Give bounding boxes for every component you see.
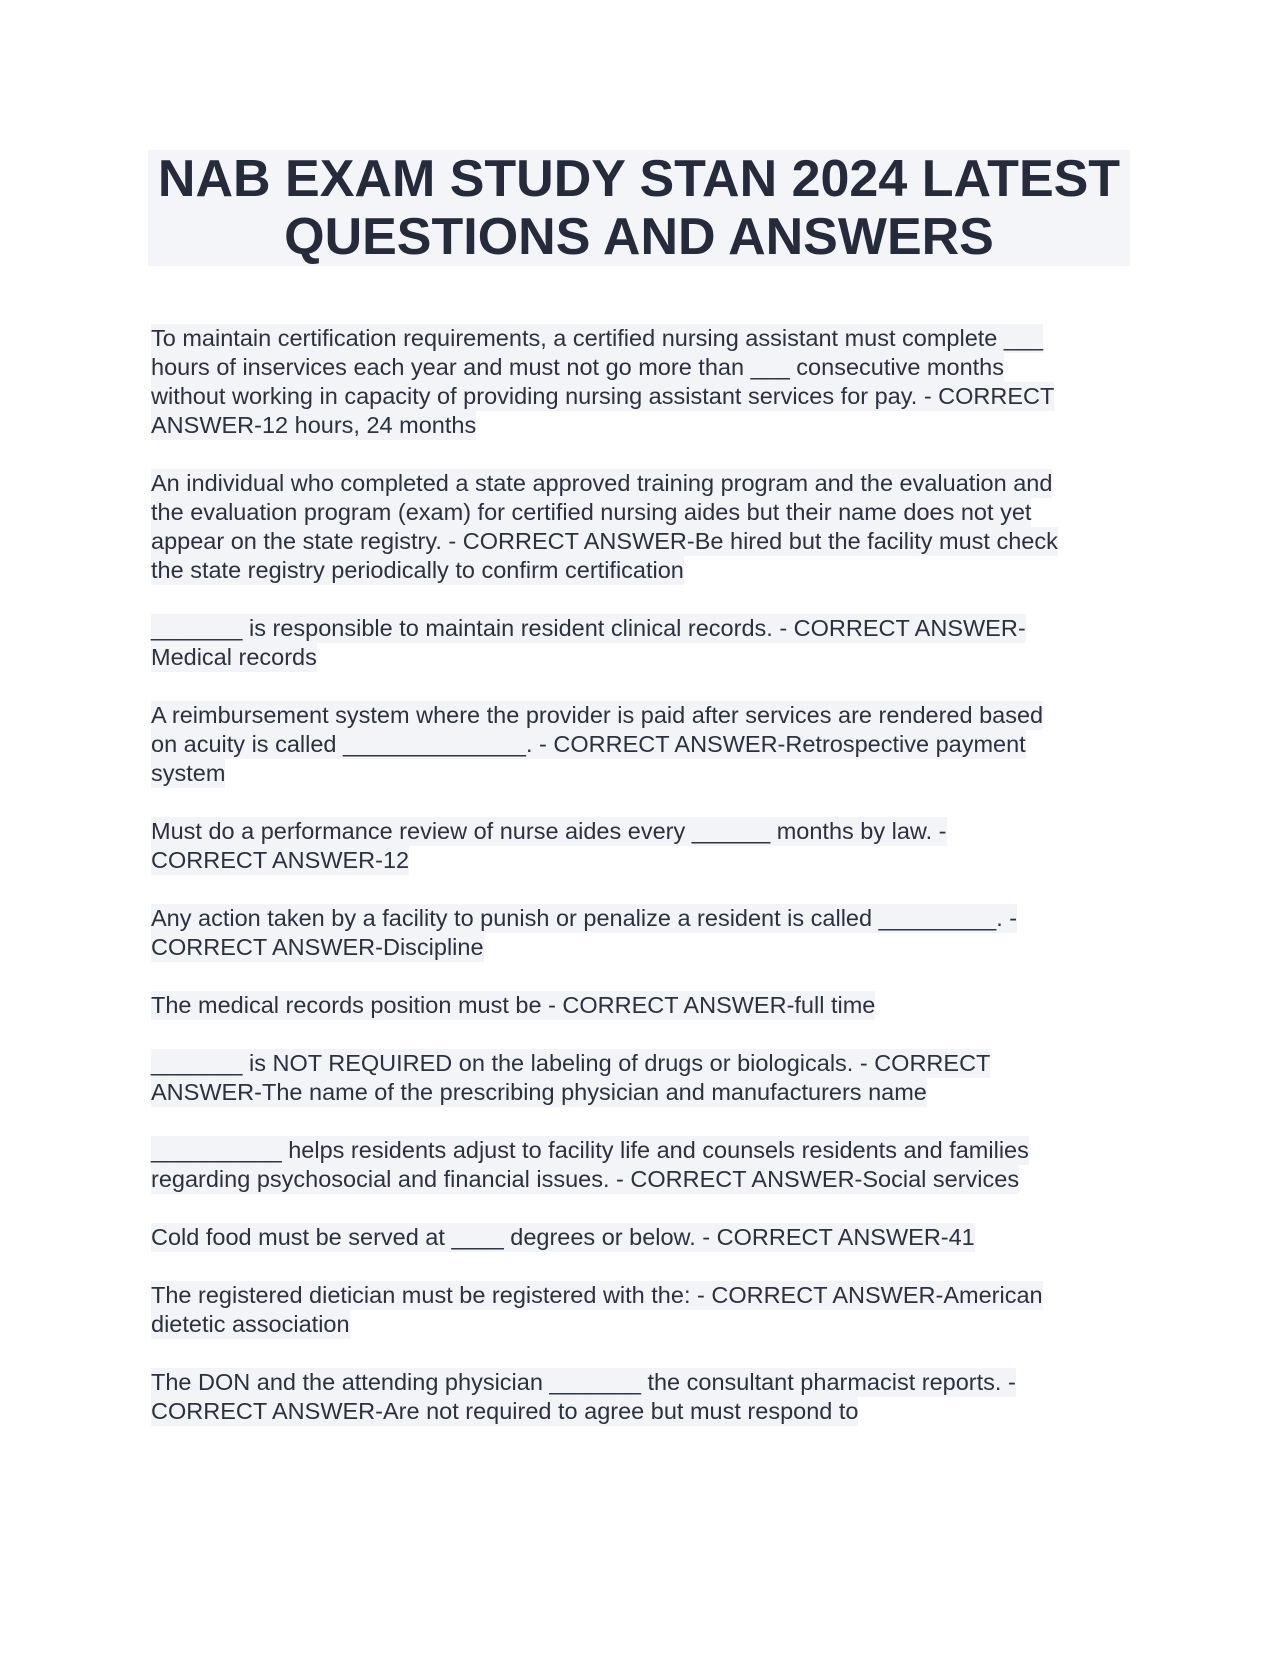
qa-line: Cold food must be served at ____ degrees or below. - CORRECT ANSWER-41 — [151, 1224, 975, 1250]
qa-line: Any action taken by a facility to punish or penalize a resident is called _________. - — [151, 905, 1018, 931]
qa-text — [151, 1223, 1131, 1252]
qa-item — [151, 904, 1131, 962]
qa-line: ANSWER-12 hours, 24 months — [151, 412, 477, 438]
qa-line: ANSWER-The name of the prescribing physician and manufacturers name — [151, 1079, 927, 1105]
qa-item — [151, 1368, 1131, 1426]
qa-line: An individual who completed a state approved training program and the evaluation and — [151, 470, 1053, 496]
qa-item — [151, 991, 1131, 1020]
qa-line: The registered dietician must be registered with the: - CORRECT ANSWER-American — [151, 1282, 1043, 1308]
qa-item — [151, 1049, 1131, 1107]
qa-text — [151, 1368, 1131, 1426]
qa-line: To maintain certification requirements, a certified nursing assistant must complete ___ — [151, 325, 1044, 351]
qa-item — [151, 1223, 1131, 1252]
qa-text — [151, 991, 1131, 1020]
qa-text — [151, 904, 1131, 962]
qa-line: CORRECT ANSWER-Discipline — [151, 934, 484, 960]
qa-line: the evaluation program (exam) for certified nursing aides but their name does not yet — [151, 499, 1032, 525]
qa-line: system — [151, 760, 226, 786]
qa-text — [151, 1049, 1131, 1107]
qa-line: The DON and the attending physician _______ the consultant pharmacist reports. - — [151, 1369, 1016, 1395]
qa-item — [151, 614, 1131, 672]
qa-line: _______ is NOT REQUIRED on the labeling of drugs or biologicals. - CORRECT — [151, 1050, 991, 1076]
title-line-1: NAB EXAM STUDY STAN 2024 LATEST — [157, 150, 1121, 208]
qa-item — [151, 701, 1131, 788]
qa-line: _______ is responsible to maintain resident clinical records. - CORRECT ANSWER- — [151, 615, 1026, 641]
qa-text — [151, 701, 1131, 788]
qa-line: Must do a performance review of nurse aides every ______ months by law. - — [151, 818, 947, 844]
qa-item — [151, 324, 1131, 440]
qa-line: CORRECT ANSWER-12 — [151, 847, 410, 873]
qa-item — [151, 817, 1131, 875]
qa-line: hours of inservices each year and must not go more than ___ consecutive months — [151, 354, 1004, 380]
qa-line: __________ helps residents adjust to facility life and counsels residents and families — [151, 1137, 1029, 1163]
qa-item — [151, 1136, 1131, 1194]
qa-text — [151, 817, 1131, 875]
qa-line: regarding psychosocial and financial issues. - CORRECT ANSWER-Social services — [151, 1166, 1020, 1192]
qa-line: appear on the state registry. - CORRECT ANSWER-Be hired but the facility must check — [151, 528, 1058, 554]
qa-line: the state registry periodically to confirm certification — [151, 557, 684, 583]
qa-line: Medical records — [151, 644, 317, 670]
qa-line: A reimbursement system where the provider is paid after services are rendered based — [151, 702, 1044, 728]
qa-line: CORRECT ANSWER-Are not required to agree but must respond to — [151, 1398, 859, 1424]
qa-text — [151, 1281, 1131, 1339]
document-title — [148, 150, 1130, 266]
qa-text — [151, 324, 1131, 440]
qa-line: dietetic association — [151, 1311, 350, 1337]
qa-text — [151, 1136, 1131, 1194]
qa-line: The medical records position must be - CORRECT ANSWER-full time — [151, 992, 876, 1018]
qa-line: without working in capacity of providing nursing assistant services for pay. - CORRECT — [151, 383, 1055, 409]
qa-text — [151, 469, 1131, 585]
qa-item — [151, 469, 1131, 585]
qa-line: on acuity is called ______________. - CORRECT ANSWER-Retrospective payment — [151, 731, 1026, 757]
qa-list — [151, 324, 1131, 1426]
title-line-2: QUESTIONS AND ANSWERS — [284, 208, 994, 266]
qa-item — [151, 1281, 1131, 1339]
qa-text — [151, 614, 1131, 672]
